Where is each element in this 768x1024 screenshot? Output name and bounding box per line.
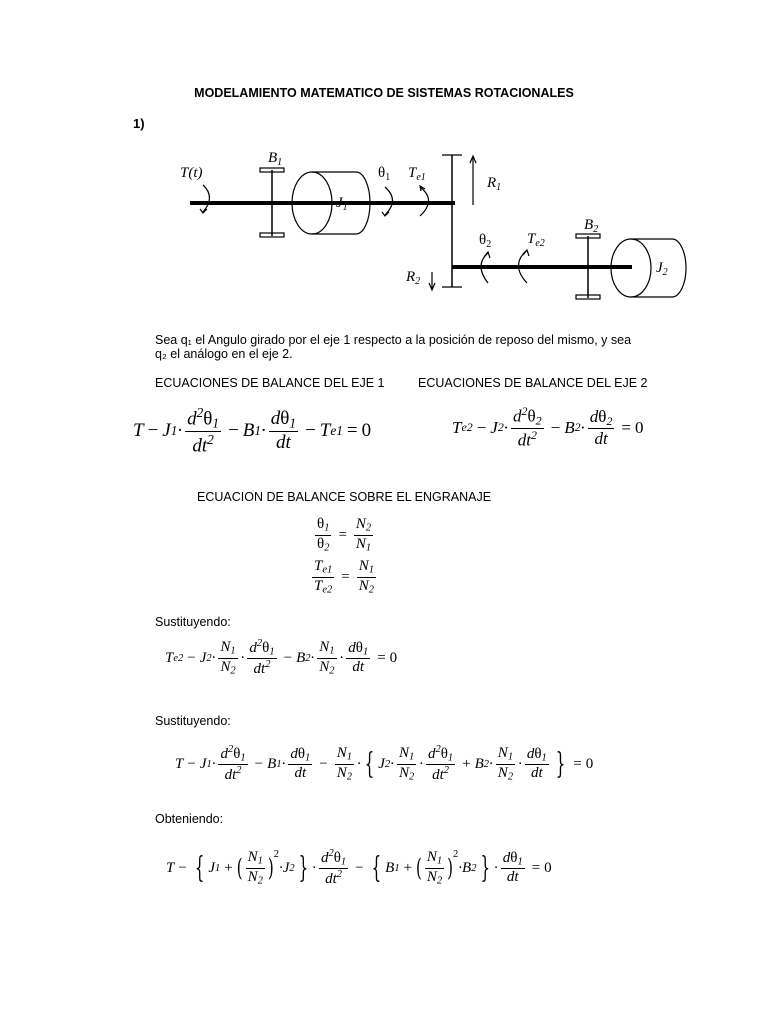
label-sustituyendo-2: Sustituyendo: <box>155 714 231 728</box>
svg-text:θ2: $\theta_2$ <box>479 232 492 250</box>
svg-text:B2: $B_2$ <box>584 217 599 235</box>
intro-line-1: Sea q₁ el Angulo girado por el eje 1 respecto a la posición de reposo del mismo, y sea <box>155 333 632 347</box>
svg-text:R1: $R_1$ <box>487 175 502 193</box>
svg-text:R2: $R_2$ <box>406 269 421 287</box>
equation-final: T − { J 1 + ( $\frac{N_1}{N_2}$ ) 2 ·J 2 } · $\frac{d^2\theta_1}{dt^2}$ − { B 1 + ( $\frac{N_1}{N_2}$ ) 2 ·B 2 } · $\frac{d\theta_1}{dt}$ = 0 <box>166 848 552 888</box>
label-sustituyendo-1: Sustituyendo: <box>155 615 231 629</box>
heading-engranaje: ECUACION DE BALANCE SOBRE EL ENGRANAJE <box>197 490 492 504</box>
equation-gear-ratio-torque: $\frac{T_{e1}}{T_{e2}}$ = $\frac{N_1}{N_2}$ <box>314 558 374 596</box>
problem-number: 1) <box>133 116 145 131</box>
equation-eje-1: T − J 1 · $\frac{d^2\theta_1}{dt^2}$ − B 1 · $\frac{d\theta_1}{dt}$ − T e1 = 0 <box>133 405 372 457</box>
label-torque: T(t) <box>180 165 203 181</box>
page-title: MODELAMIENTO MATEMATICO DE SISTEMAS ROTACIONALES <box>194 86 574 100</box>
heading-eje-2: ECUACIONES DE BALANCE DEL EJE 2 <box>418 376 648 390</box>
rotational-system-diagram <box>0 0 768 330</box>
label-obteniendo: Obteniendo: <box>155 812 224 826</box>
svg-text:Te1: $T_{e1}$ <box>408 165 426 183</box>
svg-text:Te2: $T_{e2}$ <box>527 231 545 249</box>
equation-eje-2: T e2 − J 2 · $\frac{d^2\theta_2}{dt^2}$ − B 2 · $\frac{d\theta_2}{dt}$ = 0 <box>452 404 644 450</box>
equation-sustitution-1: T e2 − J 2 · $\frac{N_1}{N_2}$ · $\frac{d^2\theta_1}{dt^2}$ − B 2 · $\frac{N_1}{N_2}$ · $\frac{d\theta_1}{dt}$ = 0 <box>165 638 398 678</box>
intro-line-2: q₂ el análogo en el eje 2. <box>155 347 293 361</box>
svg-text:θ1: $\theta_1$ <box>378 165 391 183</box>
equation-gear-ratio-theta: $\frac{\theta_1}{\theta_2}$ = $\frac{N_2}{N_1}$ <box>317 516 372 554</box>
svg-text:J1: $J_1$ <box>336 195 348 213</box>
heading-eje-1: ECUACIONES DE BALANCE DEL EJE 1 <box>155 376 385 390</box>
equation-sustitution-2: T − J 1 · $\frac{d^2\theta_1}{dt^2}$ − B 1 · $\frac{d\theta_1}{dt}$ − $\frac{N_1}{N_2}$ · { J 2 · $\frac{N_1}{N_2}$ · $\frac{d^2\theta_1}{dt^2}$ + B 2 · $\frac{N_1}{N_2}$ · $\frac{d\theta_1}{dt}$ } = 0 <box>175 744 594 784</box>
svg-text:J2: $J_2$ <box>656 260 668 278</box>
svg-text:B1: $B_1$ <box>268 150 283 168</box>
